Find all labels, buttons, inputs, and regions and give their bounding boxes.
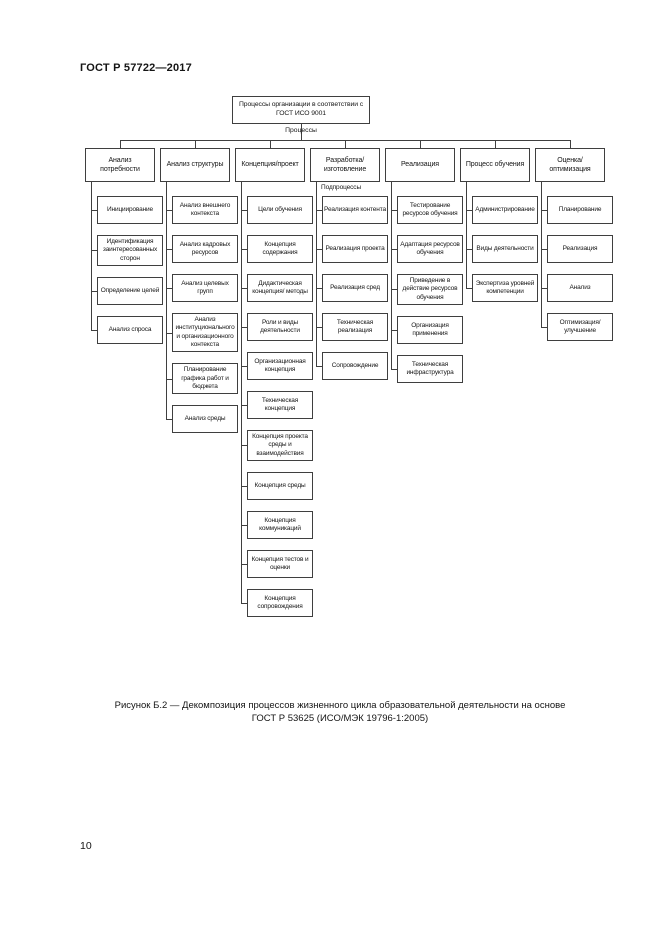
subprocess-box: Техническая концепция [247,391,313,419]
subprocess-box: Анализ среды [172,405,238,433]
subprocess-box: Концепция содержания [247,235,313,263]
figure-caption-line2: ГОСТ Р 53625 (ИСО/МЭК 19796-1:2005) [251,712,429,724]
subprocess-list [316,182,386,380]
subprocess-list [166,182,233,433]
subprocess-box: Организационная концепция [247,352,313,380]
subprocess-box: Адаптация ресурсов обучения [397,235,463,263]
subprocess-box: Анализ кадровых ресурсов [172,235,238,263]
subprocess-box: Приведение в действие ресурсов обучения [397,274,463,305]
root-sublabel: Процессы [285,127,317,134]
subprocess-box: Дидактическая концепция/ методы [247,274,313,302]
subprocess-box: Сопровождение [322,352,388,380]
subprocess-box: Виды деятельности [472,235,538,263]
subprocess-box: Техническая инфраструктура [397,355,463,383]
document-header: ГОСТ Р 57722—2017 [80,62,192,74]
subprocess-box: Концепция среды [247,472,313,500]
subprocess-box: Анализ спроса [97,316,163,344]
process-header-box: Разработка/ изготовление [310,148,380,182]
process-column [310,148,386,380]
subprocess-list [241,182,308,617]
root-process-box: Процессы организации в соответствии с ГОСТ ИСО 9001 [232,96,370,124]
subprocess-box: Анализ внешнего контекста [172,196,238,224]
subprocess-box: Анализ [547,274,613,302]
subprocess-box: Реализация контента [322,196,388,224]
subprocess-box: Цели обучения [247,196,313,224]
subprocess-box: Анализ целевых групп [172,274,238,302]
subprocess-box: Концепция тестов и оценки [247,550,313,578]
subprocess-box: Идентификация заинтересованных сторон [97,235,163,266]
subprocess-box: Инициирование [97,196,163,224]
subprocess-list [466,182,533,302]
subprocess-box: Техническая реализация [322,313,388,341]
subprocess-box: Анализ институционального и организационного контекста [172,313,238,352]
subprocess-box: Планирование [547,196,613,224]
subprocess-box: Реализация проекта [322,235,388,263]
subprocess-box: Роли и виды деятельности [247,313,313,341]
process-header-box: Концепция/проект [235,148,305,182]
subprocess-label: Подпроцессы [321,184,362,191]
page-number: 10 [80,840,92,852]
figure-caption-line1: Рисунок Б.2 — Декомпозиция процессов жизненного цикла образовательной деятельности на основе [114,700,566,711]
subprocess-box: Реализация сред [322,274,388,302]
process-column [85,148,160,344]
subprocess-box: Концепция коммуникаций [247,511,313,539]
process-column [460,148,535,302]
subprocess-list [391,182,458,383]
subprocess-list [91,182,158,344]
subprocess-box: Концепция проекта среды и взаимодействия [247,430,313,461]
subprocess-box: Экспертиза уровней компетенции [472,274,538,302]
figure-caption [80,700,600,726]
subprocess-box: Администрирование [472,196,538,224]
subprocess-box: Организация применения [397,316,463,344]
subprocess-box: Оптимизация/ улучшение [547,313,613,341]
diagram-columns [85,148,605,617]
subprocess-list [541,182,608,341]
process-header-box: Оценка/ оптимизация [535,148,605,182]
subprocess-box: Планирование графика работ и бюджета [172,363,238,394]
process-header-box: Анализ структуры [160,148,230,182]
process-column [235,148,309,617]
subprocess-box: Реализация [547,235,613,263]
subprocess-box: Концепция сопровождения [247,589,313,617]
subprocess-box: Тестирование ресурсов обучения [397,196,463,224]
process-header-box: Анализ потребности [85,148,155,182]
process-column [535,148,605,341]
process-header-box: Реализация [385,148,455,182]
process-column [385,148,460,383]
subprocess-box: Определение целей [97,277,163,305]
process-column [160,148,235,433]
process-header-box: Процесс обучения [460,148,530,182]
